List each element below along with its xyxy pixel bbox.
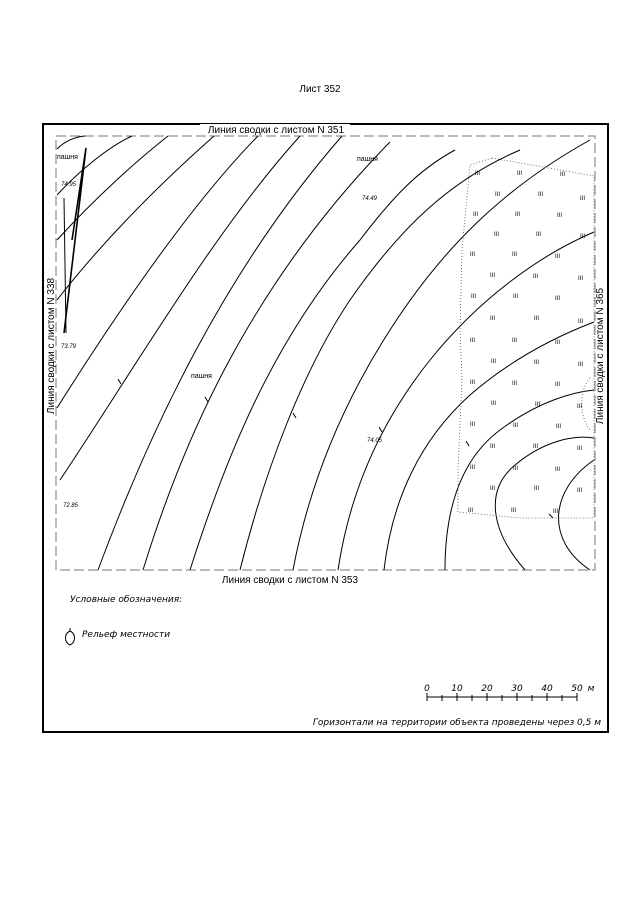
elevation-label: 74.49 (362, 196, 378, 202)
edge-label-top: Линия сводки с листом N 351 (207, 125, 345, 136)
elevation-label: 73.79 (61, 344, 77, 350)
contour-line (60, 136, 300, 480)
vegetation-mark: III (470, 252, 476, 258)
vegetation-mark: III (490, 273, 496, 279)
edge-label-right: Линия сводки с листом N 365 (595, 287, 606, 425)
vegetation-mark: III (515, 212, 521, 218)
survey-stake (64, 148, 86, 333)
vegetation-mark: III (513, 423, 519, 429)
contour-line (57, 136, 85, 149)
contour-lines (57, 136, 594, 570)
scale-tick-label: 0 (424, 684, 430, 694)
vegetation-mark: III (578, 362, 584, 368)
vegetation-mark: III (511, 508, 517, 514)
edge-label-left: Линия сводки с листом N 338 (46, 277, 57, 415)
contour-line (57, 136, 214, 300)
vegetation-mark: III (512, 252, 518, 258)
vegetation-mark: III (578, 276, 584, 282)
scale-bar (424, 684, 594, 701)
scale-tick-label: 50 (571, 684, 583, 694)
vegetation-mark: III (475, 171, 481, 177)
legend-relief: Рельеф местности (82, 630, 171, 640)
contour-interval-note: Горизонтали на территории объекта проведены через 0,5 м (312, 718, 601, 728)
scale-tick-label: 20 (481, 684, 493, 694)
vegetation-mark: III (490, 316, 496, 322)
edge-label-bottom: Линия сводки с листом N 353 (221, 575, 359, 586)
legend-heading: Условные обозначения: (70, 595, 183, 605)
contour-line (338, 232, 594, 570)
vegetation-mark: III (577, 404, 583, 410)
relief-legend-icon (66, 628, 75, 645)
elevation-label: 74.05 (367, 438, 383, 444)
vegetation-mark: III (491, 401, 497, 407)
vegetation-mark: III (473, 212, 479, 218)
contour-line (293, 140, 590, 570)
vegetation-mark: III (560, 172, 566, 178)
vegetation-mark: III (535, 402, 541, 408)
contour-line (98, 136, 342, 570)
vegetation-mark: III (553, 509, 559, 515)
vegetation-mark: III (513, 294, 519, 300)
land-label: пашня (357, 156, 378, 163)
vegetation-mark: III (471, 294, 477, 300)
vegetation-mark: III (536, 232, 542, 238)
vegetation-mark: III (533, 274, 539, 280)
vegetation-mark: III (490, 444, 496, 450)
vegetation-mark: III (555, 254, 561, 260)
elevation-label: 74.95 (61, 182, 77, 188)
contour-line (384, 322, 594, 570)
vegetation-mark: III (491, 359, 497, 365)
vegetation-mark: III (555, 296, 561, 302)
vegetation-mark: III (577, 488, 583, 494)
vegetation-mark: III (538, 192, 544, 198)
vegetation-mark: III (495, 192, 501, 198)
vegetation-mark: III (556, 424, 562, 430)
contour-line (495, 437, 594, 570)
vegetation-mark: III (580, 196, 586, 202)
vegetation-mark: III (533, 444, 539, 450)
vegetation-mark: III (577, 446, 583, 452)
scale-unit: м (587, 684, 595, 694)
vegetation-marks (468, 171, 585, 515)
vegetation-mark: III (555, 382, 561, 388)
vegetation-mark: III (578, 319, 584, 325)
vegetation-boundary (458, 158, 594, 518)
vegetation-mark: III (512, 381, 518, 387)
scale-tick-label: 30 (511, 684, 523, 694)
elevation-label: 72.85 (63, 503, 79, 509)
vegetation-mark: III (494, 232, 500, 238)
vegetation-mark: III (555, 340, 561, 346)
land-label: пашня (191, 373, 212, 380)
vegetation-mark: III (557, 213, 563, 219)
vegetation-mark: III (534, 316, 540, 322)
vegetation-mark: III (470, 422, 476, 428)
vegetation-mark: III (513, 466, 519, 472)
vegetation-mark: III (512, 338, 518, 344)
vegetation-mark: III (580, 234, 586, 240)
slope-ticks (118, 379, 553, 518)
vegetation-mark: III (534, 486, 540, 492)
survey-boundary (56, 136, 595, 570)
contour-line (445, 390, 594, 570)
scale-tick-label: 10 (451, 684, 463, 694)
sheet-title: Лист 352 (299, 84, 341, 95)
scale-tick-label: 40 (541, 684, 553, 694)
survey-stake (64, 198, 66, 333)
vegetation-mark: III (470, 380, 476, 386)
vegetation-mark: III (468, 508, 474, 514)
land-label: пашня (57, 154, 78, 161)
vegetation-mark: III (534, 360, 540, 366)
relief-mark (582, 378, 590, 430)
vegetation-mark: III (490, 486, 496, 492)
vegetation-mark: III (555, 467, 561, 473)
vegetation-mark: III (470, 338, 476, 344)
contour-line (57, 136, 258, 408)
vegetation-mark: III (470, 465, 476, 471)
contour-line (559, 460, 594, 570)
vegetation-mark: III (517, 171, 523, 177)
